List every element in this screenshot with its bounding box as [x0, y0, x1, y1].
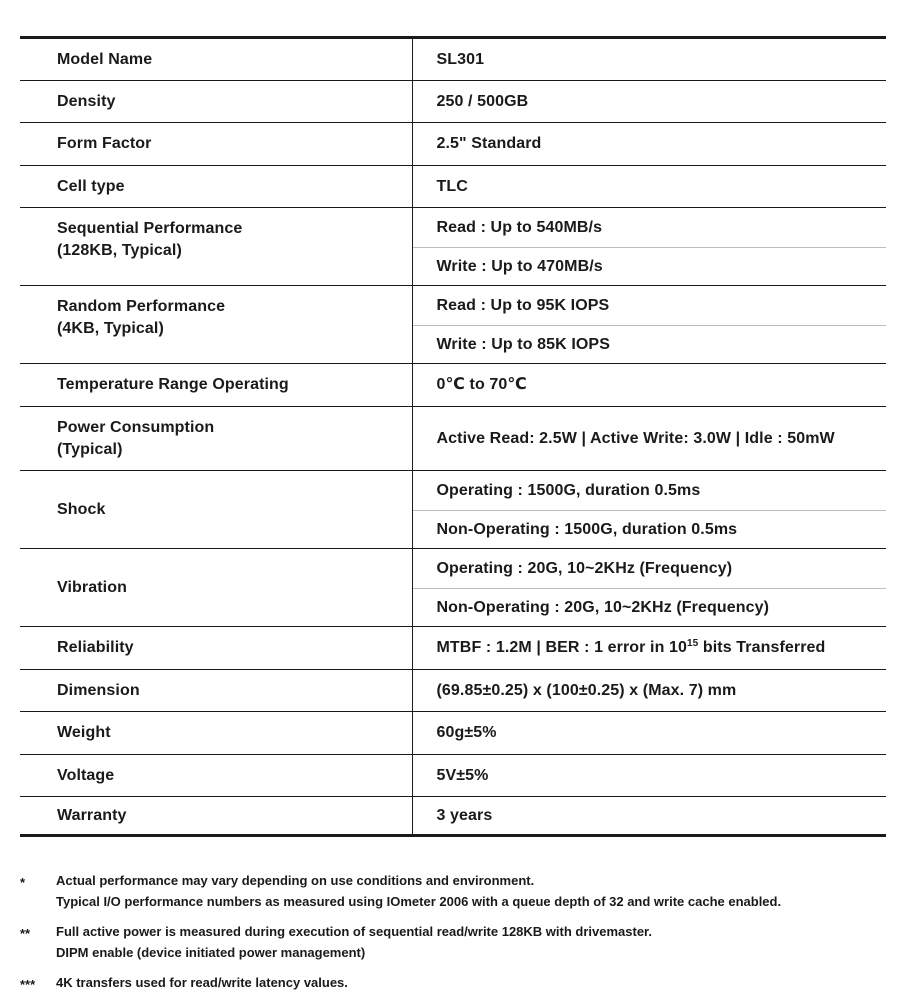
footnote-text [56, 870, 886, 912]
spec-label-line: Random Performance [57, 298, 226, 315]
spec-label: Temperature Range Operating [20, 364, 412, 407]
row-weight [20, 712, 886, 755]
spec-value: 3 years [412, 797, 886, 836]
spec-value-reliability [412, 627, 886, 670]
row-model-name [20, 38, 886, 81]
spec-label: Warranty [20, 797, 412, 836]
spec-label: Density [20, 81, 412, 123]
row-vibration-operating [20, 549, 886, 589]
spec-label: Weight [20, 712, 412, 755]
row-voltage [20, 755, 886, 797]
spec-label-line: Power Consumption [57, 418, 215, 436]
footnote-mark: * [20, 875, 26, 890]
spec-table [20, 36, 886, 837]
footnote-mark: *** [20, 977, 36, 992]
spec-label: Voltage [20, 755, 412, 797]
row-shock-operating [20, 471, 886, 511]
footnotes [20, 870, 886, 1004]
reliability-exponent: 15 [687, 638, 699, 649]
spec-label-sequential [20, 208, 412, 286]
spec-value: Non-Operating : 20G, 10~2KHz (Frequency) [412, 589, 886, 627]
spec-label: Dimension [20, 670, 412, 712]
spec-value: TLC [412, 166, 886, 208]
footnote-line: Actual performance may vary depending on use conditions and environment. [56, 873, 535, 888]
spec-label-line: (4KB, Typical) [57, 320, 164, 337]
spec-value: Write : Up to 470MB/s [412, 248, 886, 286]
reliability-text: MTBF : 1.2M | BER : 1 error in 10 [436, 639, 687, 656]
footnote-text [56, 921, 886, 963]
spec-value: Non-Operating : 1500G, duration 0.5ms [412, 511, 886, 549]
spec-value: (69.85±0.25) x (100±0.25) x (Max. 7) mm [412, 670, 886, 712]
footnote-mark: ** [20, 926, 31, 941]
spec-value: Read : Up to 95K IOPS [412, 286, 886, 326]
spec-value: Operating : 1500G, duration 0.5ms [412, 471, 886, 511]
footnote-line: 4K transfers used for read/write latency values. [56, 975, 348, 990]
footnote [20, 972, 886, 995]
spec-label: Model Name [20, 38, 412, 81]
spec-value: 2.5" Standard [412, 123, 886, 166]
spec-value: 250 / 500GB [412, 81, 886, 123]
row-random-read [20, 286, 886, 326]
spec-label: Cell type [20, 166, 412, 208]
row-reliability [20, 627, 886, 670]
footnote [20, 870, 886, 912]
spec-label-line: Sequential Performance [57, 220, 243, 237]
footnote-line: Full active power is measured during execution of sequential read/write 128KB with drivemaster. [56, 924, 653, 939]
spec-value: 5V±5% [412, 755, 886, 797]
spec-value: Write : Up to 85K IOPS [412, 326, 886, 364]
spec-label-random [20, 286, 412, 364]
spec-label-power [20, 407, 412, 471]
spec-label: Reliability [20, 627, 412, 670]
spec-label-line: (Typical) [57, 440, 123, 458]
spec-label: Vibration [20, 549, 412, 627]
row-density [20, 81, 886, 123]
spec-value: Active Read: 2.5W | Active Write: 3.0W | Idle : 50mW [412, 407, 886, 471]
row-sequential-read [20, 208, 886, 248]
spec-value: 60g±5% [412, 712, 886, 755]
footnote-line: DIPM enable (device initiated power management) [56, 945, 366, 960]
row-warranty [20, 797, 886, 836]
footnote [20, 921, 886, 963]
row-dimension [20, 670, 886, 712]
spec-label: Form Factor [20, 123, 412, 166]
spec-value: Operating : 20G, 10~2KHz (Frequency) [412, 549, 886, 589]
footnote-line: Typical I/O performance numbers as measured using IOmeter 2006 with a queue depth of 32 and write cache enabled. [56, 894, 782, 909]
footnote-text [56, 972, 886, 995]
spec-value: 0℃ to 70℃ [412, 364, 886, 407]
spec-value: Read : Up to 540MB/s [412, 208, 886, 248]
spec-label-line: (128KB, Typical) [57, 242, 182, 259]
row-temperature [20, 364, 886, 407]
row-form-factor [20, 123, 886, 166]
row-cell-type [20, 166, 886, 208]
reliability-text-end: bits Transferred [698, 639, 826, 656]
spec-value: SL301 [436, 50, 485, 68]
row-power [20, 407, 886, 471]
spec-label: Shock [20, 471, 412, 549]
